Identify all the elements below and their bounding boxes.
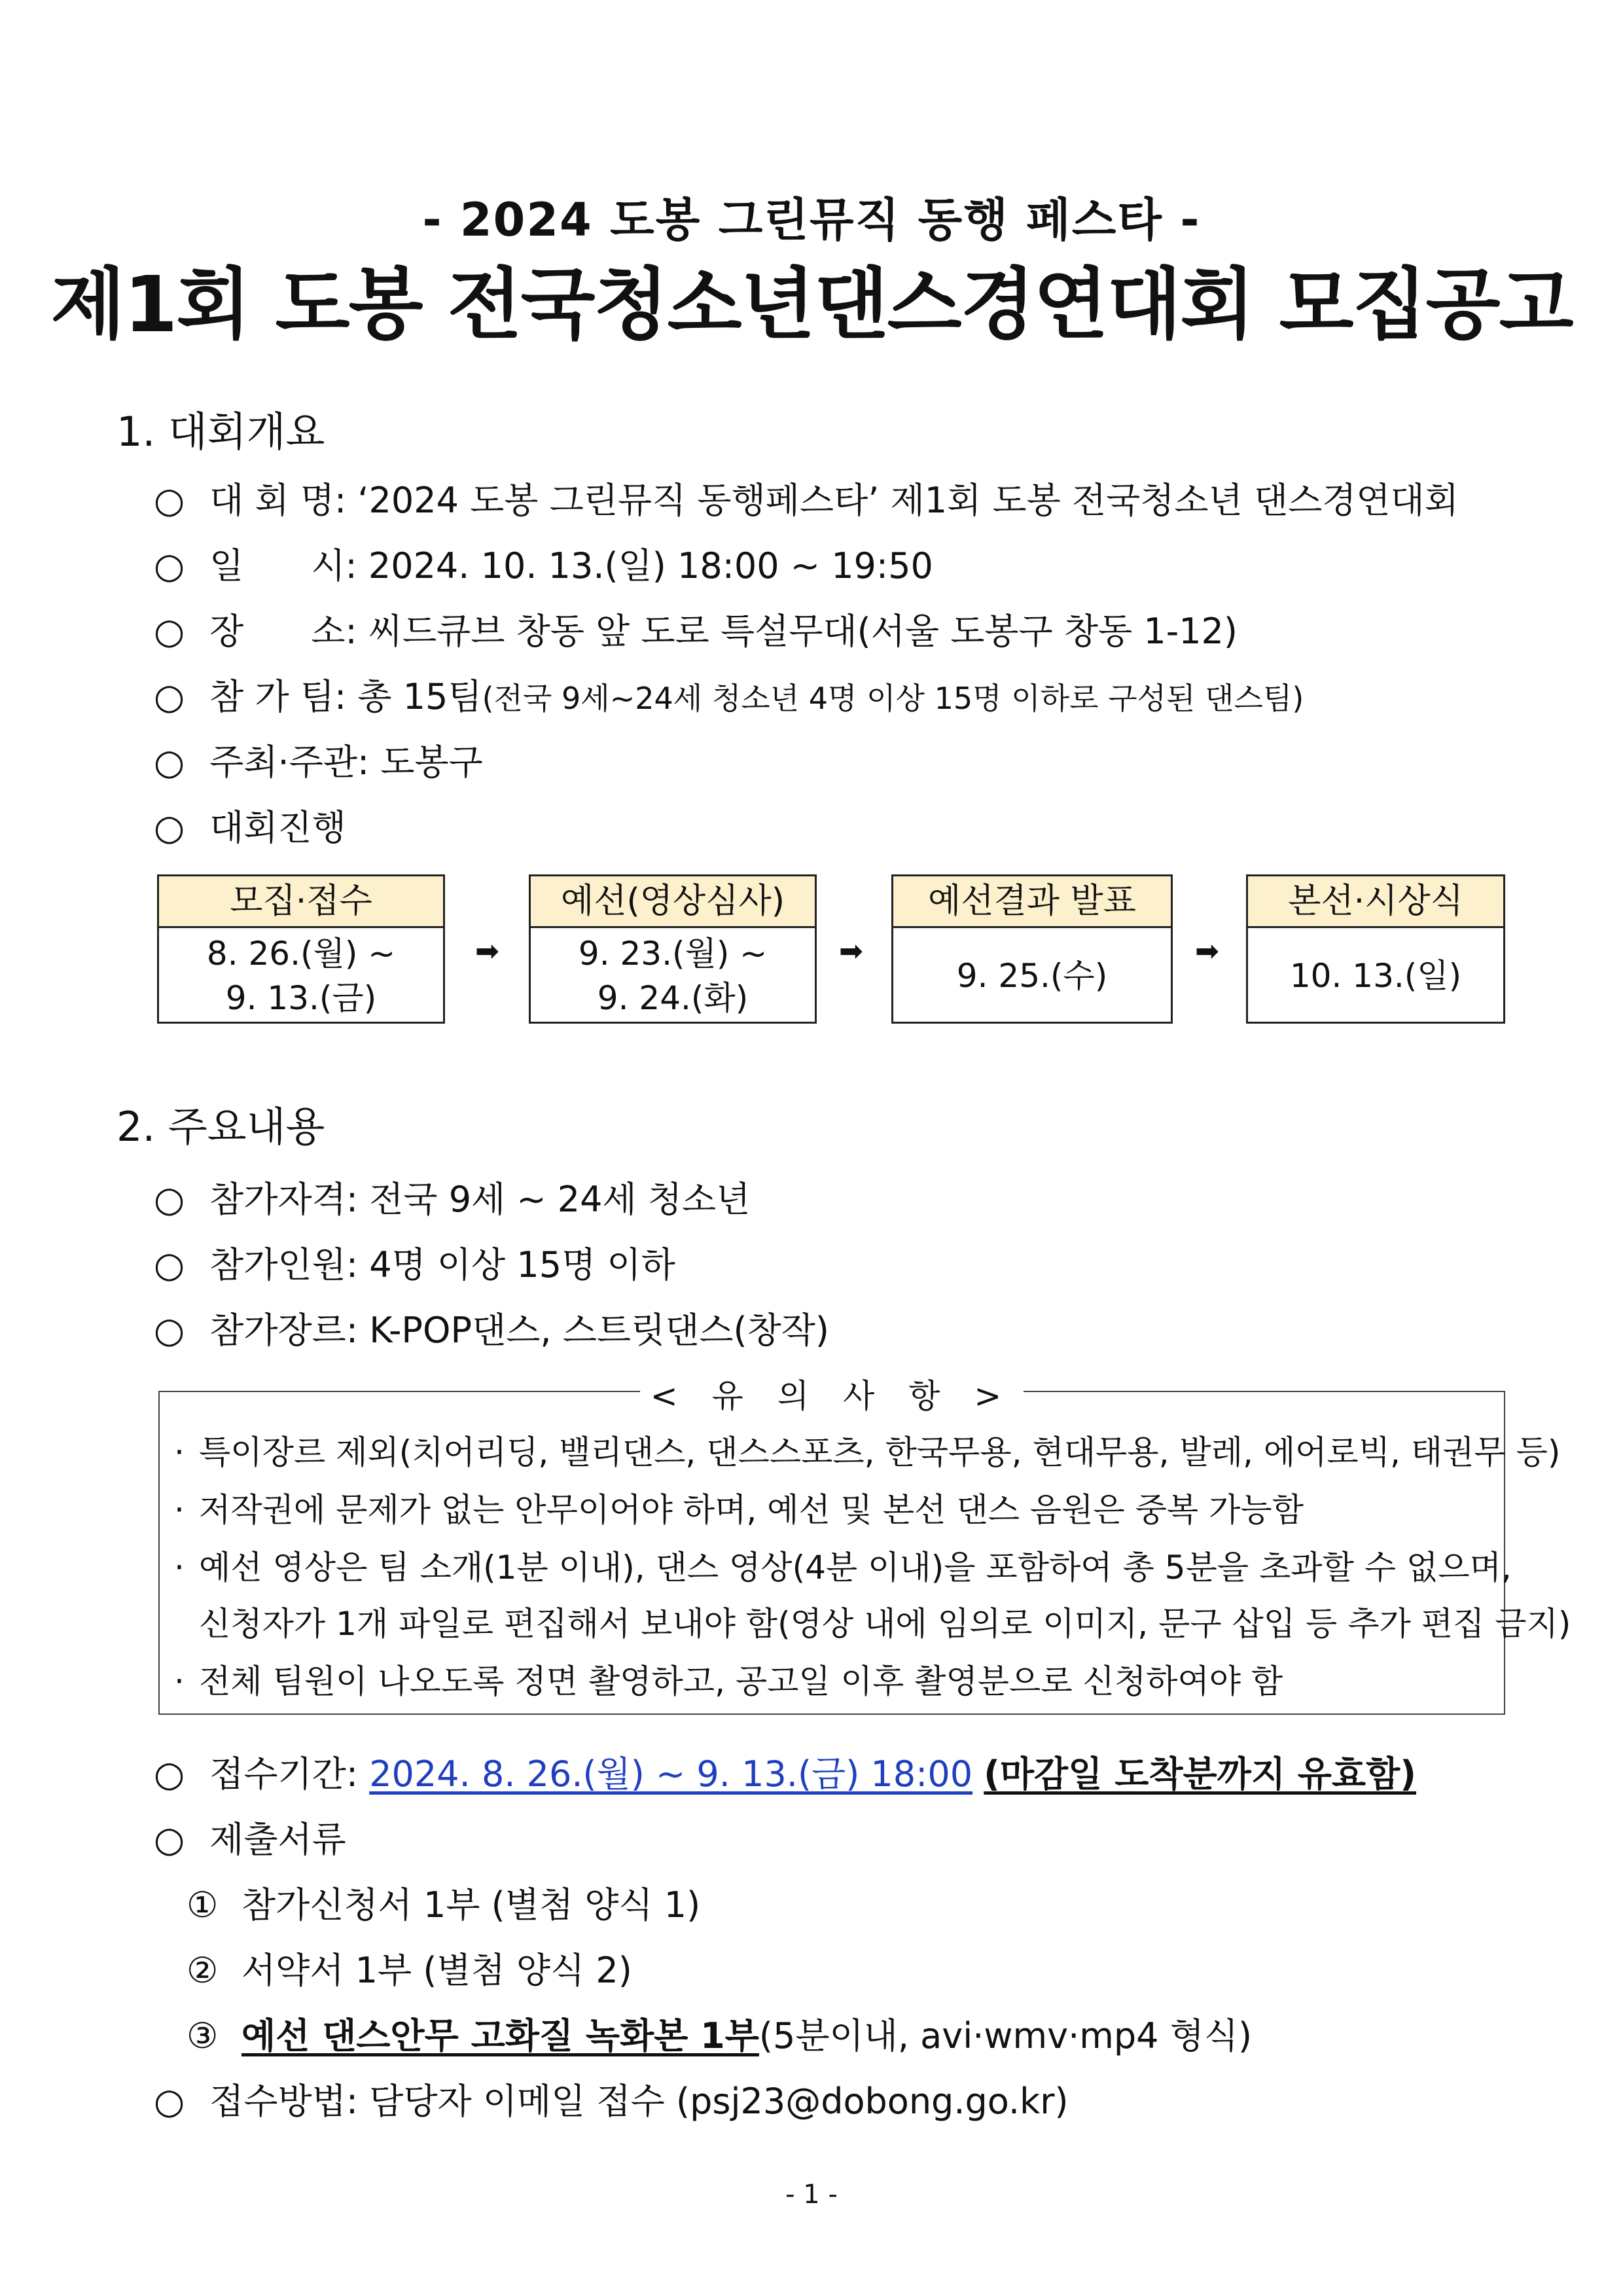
arrow-right-icon: ➡ <box>839 935 863 968</box>
item-label: 참가자격: <box>209 1179 359 1220</box>
item-label: 제출서류 <box>209 1819 346 1860</box>
notice-box <box>158 1377 1571 1715</box>
flow-date-line: 8. 26.(월) ~ <box>206 935 396 973</box>
notice-text: 신청자가 1개 파일로 편집해서 보내야 함(영상 내에 임의로 이미지, 문구 삽입 등 추가 편집 금지) <box>199 1605 1571 1643</box>
main-item-method <box>154 2073 1069 2124</box>
notice-line-continued <box>199 1598 1571 1645</box>
event-subtitle: - 2024 도봉 그린뮤직 동행 페스타 - <box>422 193 1201 247</box>
notice-dot: · <box>174 1491 185 1529</box>
flow-step-dates <box>1248 928 1503 1024</box>
overview-item-host <box>154 734 483 785</box>
item-value: ‘2024 도봉 그린뮤직 동행페스타’ 제1회 도봉 전국청소년 댄스경연대회 <box>357 480 1459 521</box>
arrow-right-icon: ➡ <box>475 935 499 968</box>
item-label: 대 회 명: <box>209 480 347 521</box>
flow-step-prelim <box>529 874 817 1024</box>
page-number: - 1 - <box>785 2179 838 2210</box>
item-label: 주최·주관: <box>209 742 370 783</box>
item-label: 접수기간: <box>209 1753 359 1795</box>
overview-item-name <box>154 473 1459 523</box>
notice-dot: · <box>174 1549 185 1587</box>
bullet-circle: ○ <box>154 611 185 652</box>
bullet-circle: ○ <box>154 1244 185 1285</box>
flow-step-header: 예선결과 발표 <box>893 876 1171 928</box>
period-dates: 2024. 8. 26.(월) ~ 9. 13.(금) 18:00 <box>369 1753 973 1795</box>
bullet-circle: ○ <box>154 676 185 717</box>
main-item-eligibility <box>154 1172 750 1222</box>
notice-title-wrap <box>160 1370 1504 1417</box>
flow-date-line: 9. 23.(월) ~ <box>578 935 768 973</box>
notice-line <box>174 1484 1304 1531</box>
flow-step-final <box>1246 874 1505 1024</box>
section-heading-main: 2. 주요내용 <box>116 1103 325 1151</box>
notice-dot: · <box>174 1433 185 1471</box>
flow-date-line: 9. 13.(금) <box>225 979 377 1017</box>
bullet-circle: ○ <box>154 1819 185 1860</box>
flow-date-line: 9. 25.(수) <box>956 957 1108 995</box>
bullet-circle: ○ <box>154 480 185 521</box>
bullet-circle: ○ <box>154 1179 185 1220</box>
main-item-period <box>154 1746 1416 1797</box>
bullet-circle: ○ <box>154 807 185 848</box>
item-label: 참 가 팀: <box>209 676 347 717</box>
item-value: 2024. 10. 13.(일) 18:00 ~ 19:50 <box>368 545 933 586</box>
main-item-genre <box>154 1302 829 1353</box>
flow-step-recruit <box>157 874 445 1024</box>
document-number: ① <box>187 1884 219 1926</box>
flow-date-line: 9. 24.(화) <box>597 979 749 1017</box>
item-value: K-POP댄스, 스트릿댄스(창작) <box>369 1310 830 1351</box>
notice-text: 저작권에 문제가 없는 안무이어야 하며, 예선 및 본선 댄스 음원은 중복 가능함 <box>199 1491 1304 1529</box>
overview-item-date <box>154 538 933 588</box>
period-note: (마감일 도착분까지 유효함) <box>984 1753 1416 1795</box>
main-item-members <box>154 1237 675 1287</box>
overview-item-progress <box>154 800 346 850</box>
document-item <box>187 1877 700 1928</box>
item-label: 일 시: <box>209 545 357 586</box>
document-item <box>187 1943 632 1993</box>
bullet-circle: ○ <box>154 2081 185 2122</box>
item-note: (전국 9세~24세 청소년 4명 이상 15명 이하로 구성된 댄스팀) <box>482 681 1304 716</box>
item-value: 씨드큐브 창동 앞 도로 특설무대(서울 도봉구 창동 1-12) <box>368 611 1238 652</box>
flow-step-dates <box>531 928 815 1024</box>
document-item <box>187 2008 1252 2058</box>
document-text: (5분이내, avi·wmv·mp4 형식) <box>758 2015 1253 2056</box>
flow-step-result <box>891 874 1173 1024</box>
bullet-circle: ○ <box>154 1310 185 1351</box>
flow-step-dates <box>893 928 1171 1024</box>
notice-line <box>174 1655 1283 1702</box>
notice-text: 전체 팀원이 나오도록 정면 촬영하고, 공고일 이후 촬영분으로 신청하여야 함 <box>199 1662 1283 1700</box>
item-value: 도봉구 <box>380 742 483 783</box>
arrow-right-icon: ➡ <box>1195 935 1219 968</box>
flow-date-line: 10. 13.(일) <box>1289 957 1462 995</box>
item-value: 총 15팀 <box>357 676 482 717</box>
notice-text: 특이장르 제외(치어리딩, 밸리댄스, 댄스스포츠, 한국무용, 현대무용, 발레, 에어로빅, 태권무 등) <box>199 1433 1561 1471</box>
section-heading-overview: 1. 대회개요 <box>116 408 325 456</box>
flow-step-header: 본선·시상식 <box>1248 876 1503 928</box>
document-text: 참가신청서 1부 (별첨 양식 1) <box>241 1884 701 1926</box>
item-label: 접수방법: <box>209 2081 359 2122</box>
flow-step-header: 예선(영상심사) <box>531 876 815 928</box>
notice-text: 예선 영상은 팀 소개(1분 이내), 댄스 영상(4분 이내)을 포함하여 총 5분을 초과할 수 없으며, <box>199 1549 1512 1587</box>
document-number: ② <box>187 1950 219 1991</box>
main-item-documents <box>154 1812 346 1862</box>
document-text: 서약서 1부 (별첨 양식 2) <box>241 1950 632 1991</box>
bullet-circle: ○ <box>154 742 185 783</box>
item-value: 전국 9세 ~ 24세 청소년 <box>369 1179 751 1220</box>
item-label: 참가인원: <box>209 1244 359 1285</box>
notice-dot: · <box>174 1662 185 1700</box>
item-label: 장 소: <box>209 611 357 652</box>
notice-title: < 유 의 사 항 > <box>640 1377 1024 1415</box>
item-label: 대회진행 <box>209 807 346 848</box>
notice-line <box>174 1426 1560 1473</box>
bullet-circle: ○ <box>154 545 185 586</box>
document-number: ③ <box>187 2015 219 2056</box>
notice-line <box>174 1541 1512 1588</box>
item-value: 4명 이상 15명 이하 <box>369 1244 675 1285</box>
bullet-circle: ○ <box>154 1753 185 1795</box>
overview-item-teams <box>154 669 1304 719</box>
page-title: 제1회 도봉 전국청소년댄스경연대회 모집공고 <box>50 259 1573 350</box>
flow-step-dates <box>159 928 443 1024</box>
item-label: 참가장르: <box>209 1310 359 1351</box>
item-value: 담당자 이메일 접수 (psj23@dobong.go.kr) <box>369 2081 1069 2122</box>
overview-item-venue <box>154 603 1238 654</box>
flow-step-header: 모집·접수 <box>159 876 443 928</box>
document-text-bold: 예선 댄스안무 고화질 녹화본 1부 <box>241 2015 759 2056</box>
